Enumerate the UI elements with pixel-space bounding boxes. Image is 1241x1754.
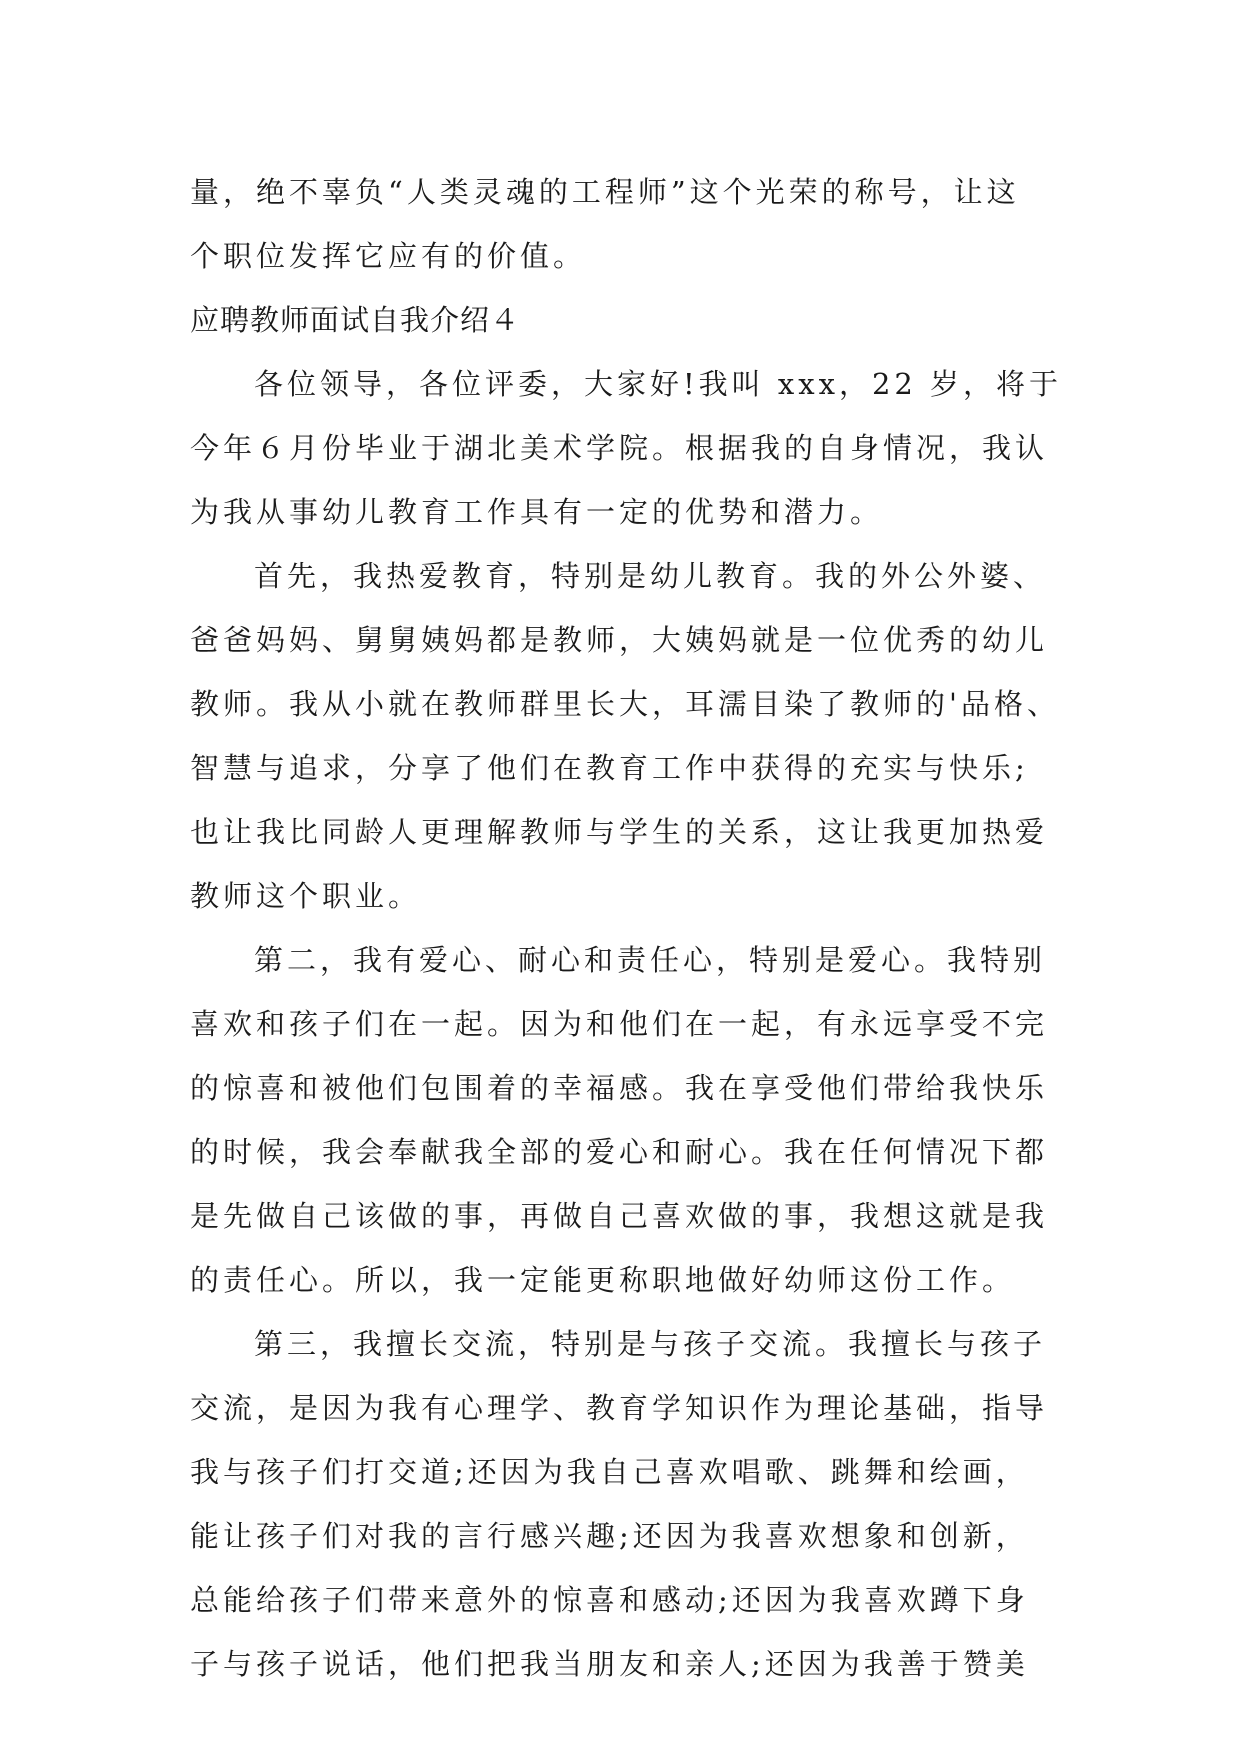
paragraph-start-line: 首先，我热爱教育，特别是幼儿教育。我的外公外婆、	[254, 559, 1047, 593]
text-line: 今年６月份毕业于湖北美术学院。根据我的自身情况，我认	[190, 431, 1049, 465]
text-line: 为我从事幼儿教育工作具有一定的优势和潜力。	[190, 495, 884, 529]
text-line: 的责任心。所以，我一定能更称职地做好幼师这份工作。	[190, 1263, 1016, 1297]
text-line: 的时候，我会奉献我全部的爱心和耐心。我在任何情况下都	[190, 1135, 1049, 1169]
text-line: 教师。我从小就在教师群里长大，耳濡目染了教师的'品格、	[190, 687, 1060, 721]
text-line: 我与孩子们打交道;还因为我自己喜欢唱歌、跳舞和绘画，	[190, 1455, 1029, 1489]
text-line: 子与孩子说话，他们把我当朋友和亲人;还因为我善于赞美	[190, 1647, 1029, 1681]
paragraph-start-line: 各位领导，各位评委，大家好!我叫 xxx，22 岁，将于	[254, 367, 1063, 401]
text-line: 教师这个职业。	[190, 879, 422, 913]
text-line: 的惊喜和被他们包围着的幸福感。我在享受他们带给我快乐	[190, 1071, 1049, 1105]
paragraph-start-line: 第二，我有爱心、耐心和责任心，特别是爱心。我特别	[254, 943, 1047, 977]
text-line: 也让我比同龄人更理解教师与学生的关系，这让我更加热爱	[190, 815, 1049, 849]
text-line: 能让孩子们对我的言行感兴趣;还因为我喜欢想象和创新，	[190, 1519, 1029, 1553]
text-line: 爸爸妈妈、舅舅姨妈都是教师，大姨妈就是一位优秀的幼儿	[190, 623, 1049, 657]
text-line: 是先做自己该做的事，再做自己喜欢做的事，我想这就是我	[190, 1199, 1049, 1233]
document-body	[190, 160, 1063, 1696]
text-line: 智慧与追求，分享了他们在教育工作中获得的充实与快乐;	[190, 751, 1029, 785]
text-line: 交流，是因为我有心理学、教育学知识作为理论基础，指导	[190, 1391, 1049, 1425]
text-line: 喜欢和孩子们在一起。因为和他们在一起，有永远享受不完	[190, 1007, 1049, 1041]
text-line: 总能给孩子们带来意外的惊喜和感动;还因为我喜欢蹲下身	[190, 1583, 1029, 1617]
paragraph-start-line: 第三，我擅长交流，特别是与孩子交流。我擅长与孩子	[254, 1327, 1047, 1361]
section-heading: 应聘教师面试自我介绍４	[190, 303, 521, 337]
text-line: 量，绝不辜负“人类灵魂的工程师”这个光荣的称号，让这	[190, 175, 1020, 209]
text-line: 个职位发挥它应有的价值。	[190, 239, 587, 273]
